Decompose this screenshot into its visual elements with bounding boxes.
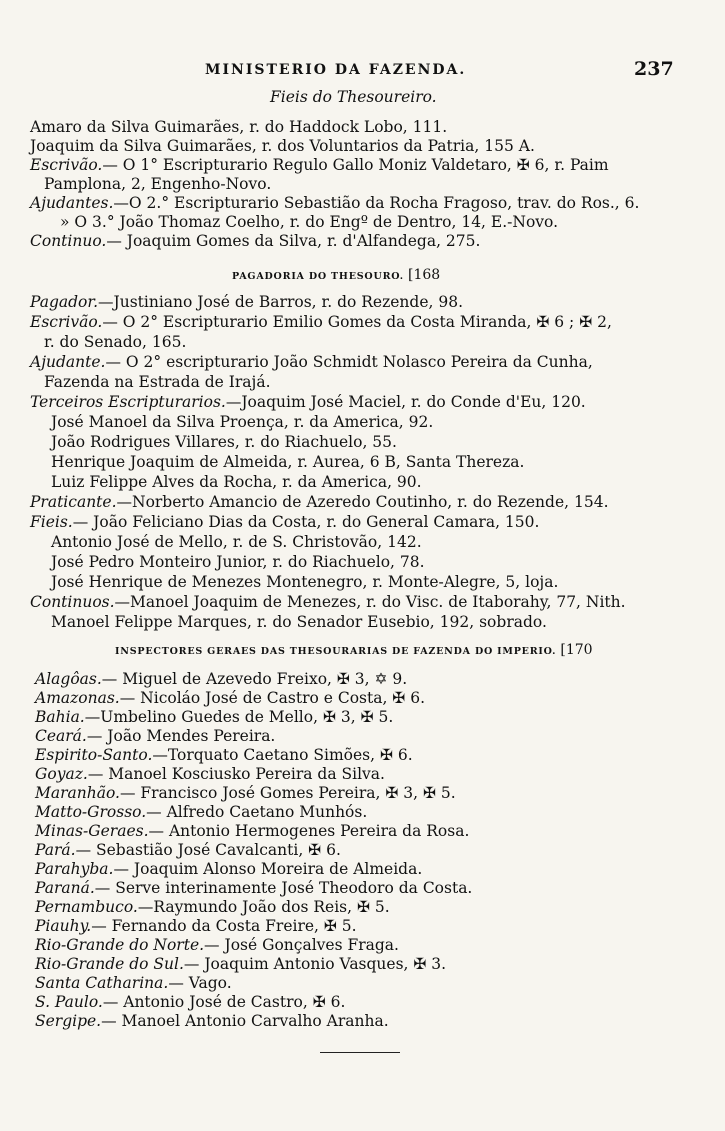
text-line: Escrivão.— O 2° Escripturario Emilio Gomes da Costa Miranda, ✠ 6 ; ✠ 2,	[30, 313, 612, 331]
section-heading-pagadoria: PAGADORIA DO THESOURO. [168	[232, 267, 441, 283]
text-line: Pernambuco.—Raymundo João dos Reis, ✠ 5.	[35, 898, 390, 916]
text-line: Minas-Geraes.— Antonio Hermogenes Pereira da Rosa.	[35, 822, 470, 840]
text-line: Fieis.— João Feliciano Dias da Costa, r. do General Camara, 150.	[30, 513, 540, 531]
text-line: Joaquim da Silva Guimarães, r. dos Voluntarios da Patria, 155 A.	[30, 137, 535, 155]
text-line: José Pedro Monteiro Junior, r. do Riachuelo, 78.	[51, 553, 425, 571]
text-line: Escrivão.— O 1° Escripturario Regulo Gallo Moniz Valdetaro, ✠ 6, r. Paim	[30, 156, 609, 174]
text-line: Luiz Felippe Alves da Rocha, r. da America, 90.	[51, 473, 422, 491]
section-heading-inspectores: INSPECTORES GERAES DAS THESOURARIAS DE FAZENDA DO IMPERIO. [170	[115, 642, 593, 658]
text-line: Goyaz.— Manoel Kosciusko Pereira da Silva.	[35, 765, 385, 783]
text-line: Parahyba.— Joaquim Alonso Moreira de Almeida.	[35, 860, 423, 878]
text-line: Antonio José de Mello, r. de S. Christovão, 142.	[51, 533, 422, 551]
text-line: Piauhy.— Fernando da Costa Freire, ✠ 5.	[35, 917, 357, 935]
text-line: Pará.— Sebastião José Cavalcanti, ✠ 6.	[35, 841, 341, 859]
end-rule	[320, 1052, 400, 1053]
text-line: Terceiros Escripturarios.—Joaquim José Maciel, r. do Conde d'Eu, 120.	[30, 393, 586, 411]
text-line: Henrique Joaquim de Almeida, r. Aurea, 6 B, Santa Thereza.	[51, 453, 525, 471]
text-line: » O 3.° João Thomaz Coelho, r. do Engº de Dentro, 14, E.-Novo.	[60, 213, 559, 231]
text-line: Ajudantes.—O 2.° Escripturario Sebastião da Rocha Fragoso, trav. do Ros., 6.	[30, 194, 640, 212]
text-line: João Rodrigues Villares, r. do Riachuelo, 55.	[51, 433, 397, 451]
text-line: Bahia.—Umbelino Guedes de Mello, ✠ 3, ✠ 5.	[35, 708, 394, 726]
text-line: Pamplona, 2, Engenho-Novo.	[44, 175, 272, 193]
text-line: Espirito-Santo.—Torquato Caetano Simões, ✠ 6.	[35, 746, 413, 764]
section-subtitle: Fieis do Thesoureiro.	[270, 88, 437, 106]
text-line: Praticante.—Norberto Amancio de Azeredo Coutinho, r. do Rezende, 154.	[30, 493, 609, 511]
text-line: Matto-Grosso.— Alfredo Caetano Munhós.	[35, 803, 368, 821]
text-line: r. do Senado, 165.	[44, 333, 187, 351]
text-line: Maranhão.— Francisco José Gomes Pereira, ✠ 3, ✠ 5.	[35, 784, 456, 802]
text-line: Ajudante.— O 2° escripturario João Schmidt Nolasco Pereira da Cunha,	[30, 353, 593, 371]
text-line: Amazonas.— Nicoláo José de Castro e Costa, ✠ 6.	[35, 689, 426, 707]
text-line: Santa Catharina.— Vago.	[35, 974, 232, 992]
text-line: Rio-Grande do Norte.— José Gonçalves Fraga.	[35, 936, 399, 954]
text-line: Paraná.— Serve interinamente José Theodoro da Costa.	[35, 879, 473, 897]
text-line: José Henrique de Menezes Montenegro, r. Monte-Alegre, 5, loja.	[51, 573, 559, 591]
text-line: Continuo.— Joaquim Gomes da Silva, r. d'Alfandega, 275.	[30, 232, 481, 250]
text-line: José Manoel da Silva Proença, r. da America, 92.	[51, 413, 434, 431]
text-line: Amaro da Silva Guimarães, r. do Haddock Lobo, 111.	[30, 118, 448, 136]
text-line: S. Paulo.— Antonio José de Castro, ✠ 6.	[35, 993, 346, 1011]
text-line: Rio-Grande do Sul.— Joaquim Antonio Vasques, ✠ 3.	[35, 955, 447, 973]
text-line: Fazenda na Estrada de Irajá.	[44, 373, 271, 391]
page-number: 237	[634, 58, 674, 80]
text-line: Sergipe.— Manoel Antonio Carvalho Aranha.	[35, 1012, 389, 1030]
text-line: Continuos.—Manoel Joaquim de Menezes, r. do Visc. de Itaborahy, 77, Nith.	[30, 593, 626, 611]
running-header: MINISTERIO DA FAZENDA.	[205, 62, 467, 78]
text-line: Alagôas.— Miguel de Azevedo Freixo, ✠ 3, ✡ 9.	[35, 670, 408, 688]
text-line: Manoel Felippe Marques, r. do Senador Eusebio, 192, sobrado.	[51, 613, 547, 631]
text-line: Pagador.—Justiniano José de Barros, r. do Rezende, 98.	[30, 293, 464, 311]
text-line: Ceará.— João Mendes Pereira.	[35, 727, 276, 745]
